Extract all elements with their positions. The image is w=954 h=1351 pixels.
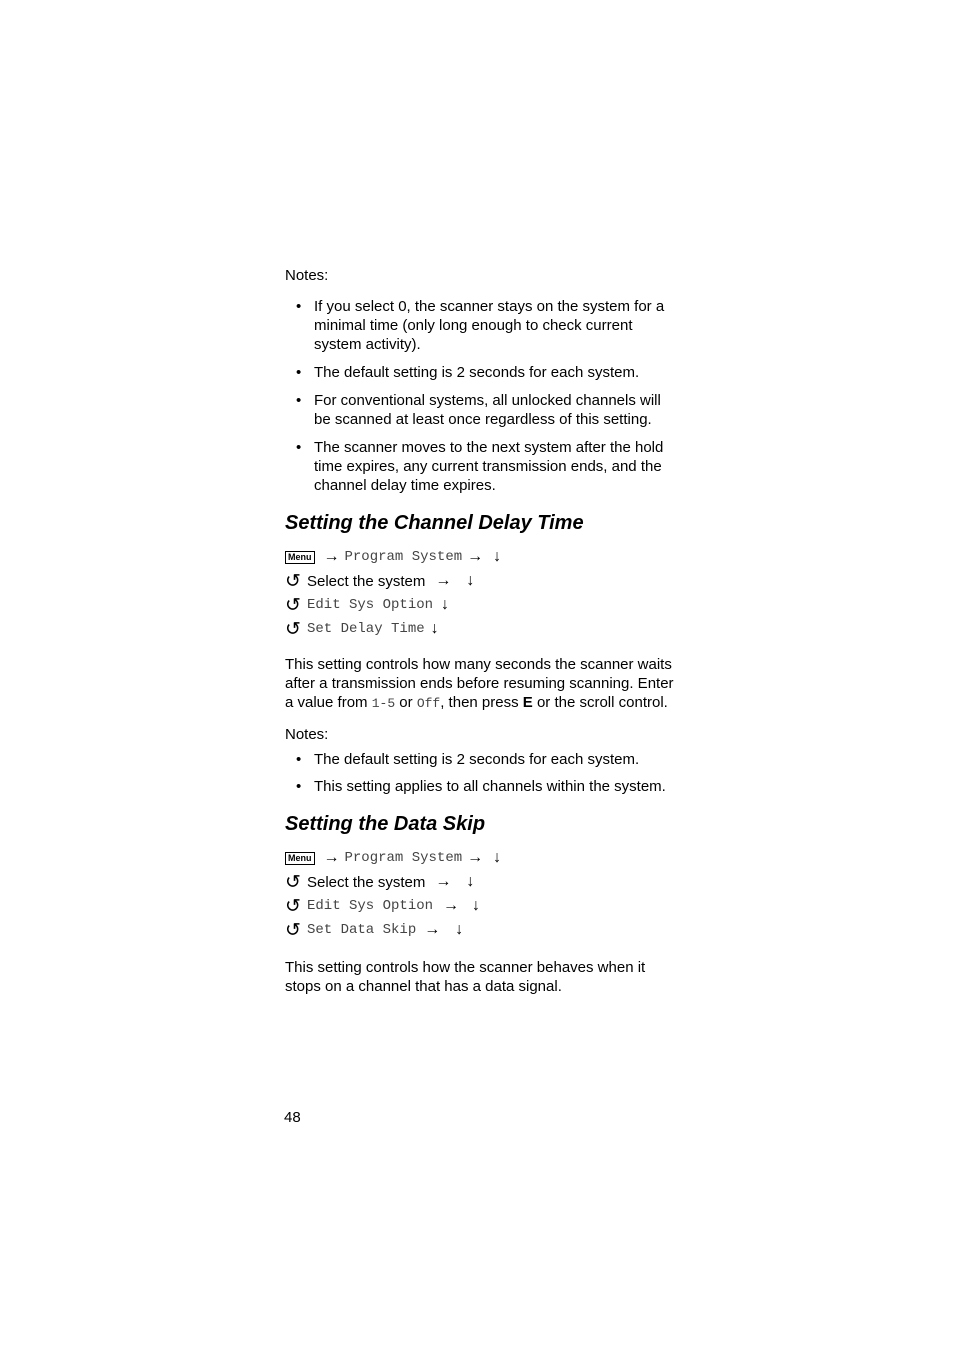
scroll-control-icon: ↺ xyxy=(285,594,301,616)
scroll-control-icon: ↺ xyxy=(285,570,301,592)
step-text: Program System xyxy=(344,549,463,565)
scroll-control-icon: ↺ xyxy=(285,919,301,941)
right-arrow-icon: → xyxy=(323,548,340,565)
list-item: • The default setting is 2 seconds for each system. xyxy=(296,364,640,381)
list-item: • This setting applies to all channels within the system. xyxy=(296,778,666,795)
step-text: Edit Sys Option xyxy=(307,898,434,914)
down-arrow-icon: ↓ xyxy=(455,921,464,938)
code-text: Off xyxy=(416,696,441,711)
down-arrow-icon: ↓ xyxy=(466,572,475,589)
step-text: Set Delay Time xyxy=(307,621,425,637)
step-row xyxy=(285,593,675,617)
down-arrow-icon: ↓ xyxy=(441,596,450,613)
key-label: E xyxy=(522,694,533,711)
down-arrow-icon: ↓ xyxy=(493,849,502,866)
right-arrow-icon: → xyxy=(424,921,441,938)
list-item: • For conventional systems, all unlocked channels will be scanned at least once regardless of this setting. xyxy=(296,392,661,428)
list-item: • The scanner moves to the next system after the hold time expires, any current transmission ends, and the channel delay time expires. xyxy=(296,439,664,494)
description-paragraph: This setting controls how many seconds the scanner waits after a transmission ends before resuming scanning. Enter a value from 1-5 or Off, then press E or the scroll control. xyxy=(285,656,674,711)
step-row xyxy=(285,918,675,942)
scroll-control-icon: ↺ xyxy=(285,618,301,640)
notes-label: Notes: xyxy=(285,267,329,284)
step-text: Edit Sys Option xyxy=(307,597,434,613)
step-text: Select the system xyxy=(307,873,426,891)
code-text: 1-5 xyxy=(371,696,396,711)
step-row xyxy=(285,617,675,641)
scroll-control-icon: ↺ xyxy=(285,871,301,893)
step-row xyxy=(285,894,675,918)
step-row xyxy=(285,545,675,569)
section-title: Setting the Data Skip xyxy=(285,813,486,835)
menu-steps xyxy=(285,545,675,641)
section-title: Setting the Channel Delay Time xyxy=(285,512,584,534)
right-arrow-icon: → xyxy=(323,849,340,866)
notes-list xyxy=(285,297,675,495)
right-arrow-icon: → xyxy=(443,897,460,914)
right-arrow-icon: → xyxy=(435,572,452,589)
page-content xyxy=(285,266,675,996)
right-arrow-icon: → xyxy=(467,849,484,866)
notes-list xyxy=(285,750,675,796)
step-row xyxy=(285,569,675,593)
step-text: Set Data Skip xyxy=(307,922,417,938)
right-arrow-icon: → xyxy=(467,548,484,565)
step-text: Program System xyxy=(344,850,463,866)
down-arrow-icon: ↓ xyxy=(430,620,439,637)
page-number: 48 xyxy=(284,1109,301,1126)
step-text: Select the system xyxy=(307,572,426,590)
list-item: • If you select 0, the scanner stays on the system for a minimal time (only long enough to check current system activity). xyxy=(296,298,665,353)
menu-key-icon: Menu xyxy=(285,852,315,865)
down-arrow-icon: ↓ xyxy=(472,897,481,914)
down-arrow-icon: ↓ xyxy=(493,548,502,565)
right-arrow-icon: → xyxy=(435,873,452,890)
notes-label: Notes: xyxy=(285,726,329,743)
step-row xyxy=(285,846,675,870)
description-paragraph: This setting controls how the scanner behaves when it stops on a channel that has a data signal. xyxy=(285,959,646,995)
menu-steps xyxy=(285,846,675,942)
list-item: • The default setting is 2 seconds for each system. xyxy=(296,751,640,768)
down-arrow-icon: ↓ xyxy=(466,873,475,890)
menu-key-icon: Menu xyxy=(285,551,315,564)
step-row xyxy=(285,870,675,894)
scroll-control-icon: ↺ xyxy=(285,895,301,917)
